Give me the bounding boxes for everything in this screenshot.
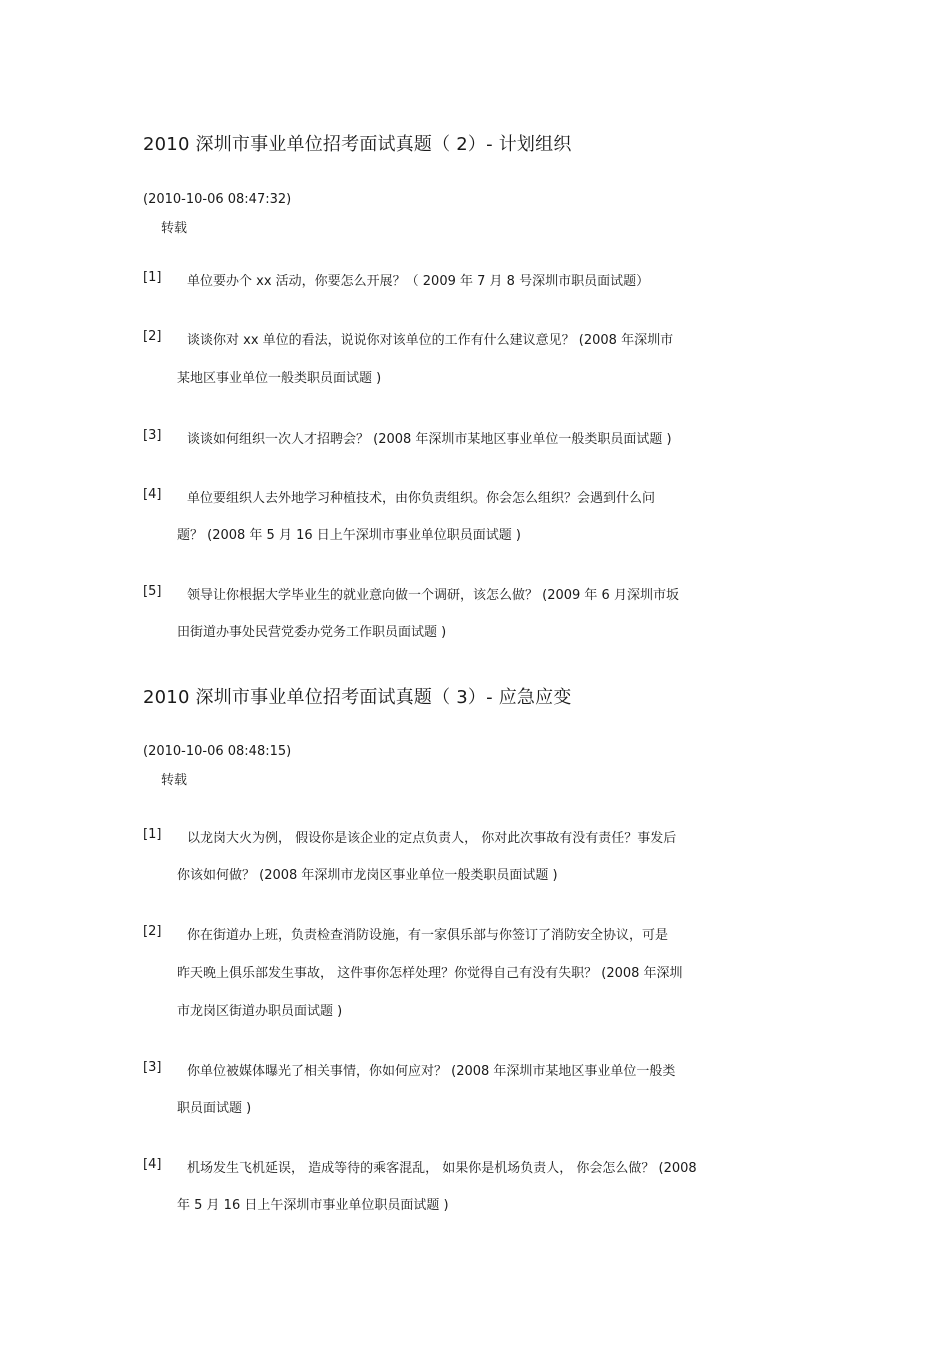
question-text: 某地区事业单位一般类职员面试题 )	[177, 371, 382, 386]
question-text: 谈谈你对 xx 单位的看法，说说你对该单位的工作有什么建议意见？ (2008 年深圳市	[187, 333, 674, 348]
question-number: [1]	[143, 270, 162, 285]
repost-label: 转载	[161, 221, 188, 236]
question-text: 机场发生飞机延误， 造成等待的乘客混乱， 如果你是机场负责人， 你会怎么做？ (2008	[187, 1161, 697, 1176]
question-text: 职员面试题 )	[177, 1101, 252, 1116]
question-text: 单位要办个 xx 活动，你要怎么开展？（ 2009 年 7 月 8 号深圳市职员面试题）	[187, 274, 650, 289]
question-text: 题？ (2008 年 5 月 16 日上午深圳市事业单位职员面试题 )	[177, 528, 521, 543]
question-number: [5]	[143, 584, 162, 599]
question-text: 市龙岗区街道办职员面试题 )	[177, 1004, 343, 1019]
question-text: 谈谈如何组织一次人才招聘会？ (2008 年深圳市某地区事业单位一般类职员面试题 )	[187, 432, 672, 447]
question-text: 年 5 月 16 日上午深圳市事业单位职员面试题 )	[177, 1198, 449, 1213]
question-text: 以龙岗大火为例， 假设你是该企业的定点负责人， 你对此次事故有没有责任？事发后	[187, 831, 677, 846]
section-title: 2010 深圳市事业单位招考面试真题（ 2）- 计划组织	[143, 134, 572, 155]
question-number: [2]	[143, 924, 162, 939]
post-timestamp: (2010-10-06 08:47:32)	[143, 192, 292, 207]
post-timestamp: (2010-10-06 08:48:15)	[143, 744, 292, 759]
question-number: [2]	[143, 329, 162, 344]
question-number: [3]	[143, 428, 162, 443]
question-number: [4]	[143, 1157, 162, 1172]
question-text: 单位要组织人去外地学习种植技术，由你负责组织。你会怎么组织？会遇到什么问	[187, 491, 656, 506]
question-text: 你该如何做？ (2008 年深圳市龙岗区事业单位一般类职员面试题 )	[177, 868, 558, 883]
question-text: 你单位被媒体曝光了相关事情，你如何应对？ (2008 年深圳市某地区事业单位一般类	[187, 1064, 676, 1079]
question-text: 昨天晚上俱乐部发生事故， 这件事你怎样处理？你觉得自己有没有失职？ (2008 年深圳	[177, 966, 683, 981]
question-text: 领导让你根据大学毕业生的就业意向做一个调研，该怎么做？ (2009 年 6 月深圳市坂	[187, 588, 679, 603]
repost-label: 转载	[161, 773, 188, 788]
question-text: 你在街道办上班，负责检查消防设施，有一家俱乐部与你签订了消防安全协议，可是	[187, 928, 669, 943]
section-title: 2010 深圳市事业单位招考面试真题（ 3）- 应急应变	[143, 687, 572, 708]
question-number: [1]	[143, 827, 162, 842]
question-number: [4]	[143, 487, 162, 502]
question-text: 田街道办事处民营党委办党务工作职员面试题 )	[177, 625, 447, 640]
question-number: [3]	[143, 1060, 162, 1075]
